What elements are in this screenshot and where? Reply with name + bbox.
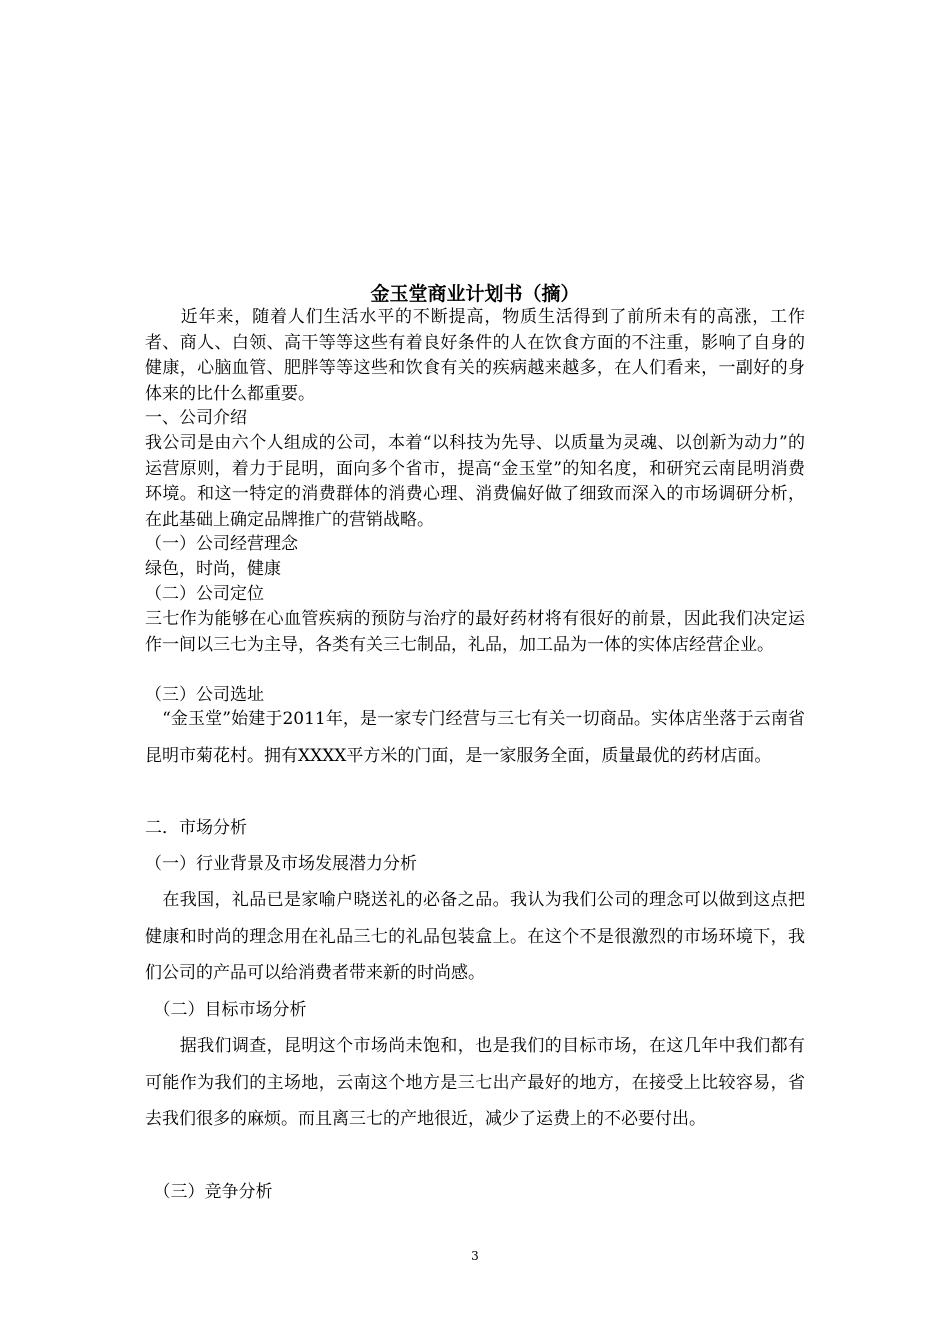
business-philosophy-text: 绿色，时尚，健康 bbox=[145, 559, 281, 579]
subheading-competition-analysis: （三）竞争分析 bbox=[145, 1182, 273, 1202]
company-intro-paragraph: 我公司是由六个人组成的公司，本着“以科技为先导、以质量为灵魂、以创新为动力”的运营原则，着力于昆明，面向多个省市，提高“金玉堂”的知名度，和研究云南昆明消费环境。和这一特定的消费群体的消费心理、消费偏好做了细致而深入的市场调研分析，在此基础上确定品牌推广的营销战略。 bbox=[145, 433, 805, 530]
subheading-company-location: （三）公司选址 bbox=[145, 685, 264, 705]
section-heading-market-analysis: 二．市场分析 bbox=[145, 818, 247, 838]
section-heading-company-intro: 一、公司介绍 bbox=[145, 408, 247, 428]
document-title: 金玉堂商业计划书（摘） bbox=[370, 283, 580, 305]
target-market-paragraph: 据我们调查，昆明这个市场尚未饱和，也是我们的目标市场，在这几年中我们都有可能作为我们的主场地，云南这个地方是三七出产最好的地方，在接受上比较容易，省去我们很多的麻烦。而且离三七的产地很近，减少了运费上的不必要付出。 bbox=[145, 1036, 805, 1129]
subheading-business-philosophy: （一）公司经营理念 bbox=[145, 534, 298, 554]
subheading-company-positioning: （二）公司定位 bbox=[145, 584, 264, 604]
company-positioning-paragraph: 三七作为能够在心血管疾病的预防与治疗的最好药材将有很好的前景，因此我们决定运作一间以三七为主导，各类有关三七制品，礼品，加工品为一体的实体店经营企业。 bbox=[145, 609, 805, 655]
page-number: 3 bbox=[471, 1249, 479, 1263]
industry-background-paragraph: 在我国，礼品已是家喻户晓送礼的必备之品。我认为我们公司的理念可以做到这点把健康和时尚的理念用在礼品三七的礼品包装盒上。在这个不是很激烈的市场环境下，我们公司的产品可以给消费者带来新的时尚感。 bbox=[145, 890, 805, 983]
subheading-target-market: （二）目标市场分析 bbox=[145, 1000, 307, 1020]
company-location-paragraph: “金玉堂”始建于2011年，是一家专门经营与三七有关一切商品。实体店坐落于云南省昆明市菊花村。拥有XXXX平方米的门面，是一家服务全面，质量最优的药材店面。 bbox=[145, 709, 805, 766]
subheading-industry-background: （一）行业背景及市场发展潜力分析 bbox=[145, 854, 417, 874]
intro-paragraph: 近年来，随着人们生活水平的不断提高，物质生活得到了前所未有的高涨，工作者、商人、白领、高干等等这些有着良好条件的人在饮食方面的不注重，影响了自身的健康，心脑血管、肥胖等等这些和饮食有关的疾病越来越多，在人们看来，一副好的身体来的比什么都重要。 bbox=[145, 307, 805, 404]
